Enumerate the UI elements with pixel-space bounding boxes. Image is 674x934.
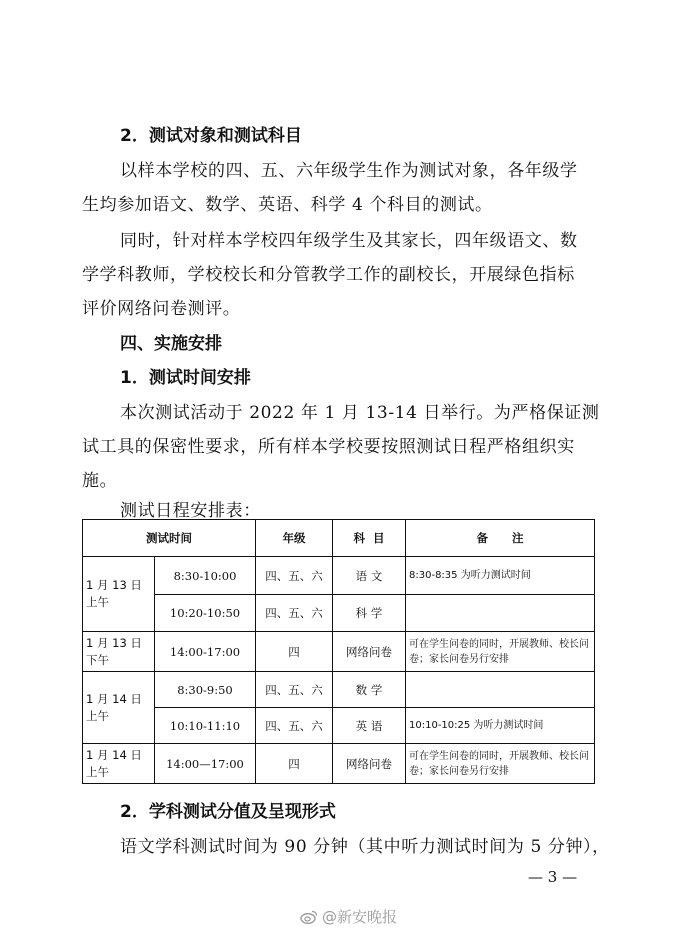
paragraph-line: 同时，针对样本学校四年级学生及其家长，四年级语文、数	[120, 231, 578, 251]
note-cell: 可在学生问卷的同时，开展教师、校长问卷；家长问卷另行安排	[406, 632, 595, 672]
weibo-logo-icon	[300, 910, 318, 924]
note-cell: 8:30-8:35 为听力测试时间	[406, 557, 595, 595]
table-header-row	[83, 520, 595, 557]
subject-cell: 网络问卷	[333, 632, 406, 672]
subsection-heading-schedule: 1．测试时间安排	[120, 368, 251, 388]
date-cell: 1 月 13 日上午	[83, 557, 155, 632]
table-row	[83, 672, 595, 708]
subject-cell: 英 语	[333, 708, 406, 744]
table-row	[83, 744, 595, 784]
table-row	[83, 708, 595, 744]
paragraph-line: 施。	[82, 471, 118, 491]
section-heading-implementation: 四、实施安排	[120, 334, 222, 354]
time-cell: 10:20-10:50	[155, 595, 256, 632]
section-heading-test-subjects: 2．测试对象和测试科目	[120, 126, 302, 146]
subject-cell: 数 学	[333, 672, 406, 708]
paragraph-line: 试工具的保密性要求，所有样本学校要按照测试日程严格组织实	[82, 437, 575, 457]
watermark	[300, 906, 397, 927]
time-cell: 14:00-17:00	[155, 632, 256, 672]
grade-cell: 四、五、六	[256, 708, 333, 744]
paragraph-line: 语文学科测试时间为 90 分钟（其中听力测试时间为 5 分钟），	[120, 837, 610, 857]
grade-cell: 四、五、六	[256, 595, 333, 632]
schedule-table	[82, 519, 595, 784]
note-cell: 10:10-10:25 为听力测试时间	[406, 708, 595, 744]
header-notes: 备 注	[406, 520, 595, 557]
paragraph-line: 学学科教师，学校校长和分管教学工作的副校长，开展绿色指标	[82, 265, 575, 285]
watermark-text: @新安晚报	[322, 908, 398, 926]
subject-cell: 网络问卷	[333, 744, 406, 784]
paragraph-line: 本次测试活动于 2022 年 1 月 13-14 日举行。为严格保证测	[120, 403, 600, 423]
paragraph-line: 生均参加语文、数学、英语、科学 4 个科目的测试。	[82, 195, 493, 215]
time-cell: 14:00—17:00	[155, 744, 256, 784]
note-cell	[406, 672, 595, 708]
subsection-heading-scores: 2．学科测试分值及呈现形式	[120, 802, 336, 822]
paragraph-line: 以样本学校的四、五、六年级学生作为测试对象，各年级学	[120, 161, 578, 181]
table-caption: 测试日程安排表：	[120, 501, 261, 521]
table-row	[83, 557, 595, 595]
date-cell: 1 月 14 日上午	[83, 744, 155, 784]
header-grade: 年级	[256, 520, 333, 557]
time-cell: 8:30-9:50	[155, 672, 256, 708]
note-cell	[406, 595, 595, 632]
grade-cell: 四、五、六	[256, 557, 333, 595]
table-row	[83, 632, 595, 672]
time-cell: 8:30-10:00	[155, 557, 256, 595]
grade-cell: 四	[256, 744, 333, 784]
grade-cell: 四、五、六	[256, 672, 333, 708]
time-cell: 10:10-11:10	[155, 708, 256, 744]
paragraph-line: 评价网络问卷测评。	[82, 299, 241, 319]
header-subject: 科 目	[333, 520, 406, 557]
subject-cell: 科 学	[333, 595, 406, 632]
subject-cell: 语 文	[333, 557, 406, 595]
date-cell: 1 月 14 日上午	[83, 672, 155, 744]
grade-cell: 四	[256, 632, 333, 672]
note-cell: 可在学生问卷的同时，开展教师、校长问卷；家长问卷另行安排	[406, 744, 595, 784]
header-test-time: 测试时间	[83, 520, 256, 557]
page-number: — 3 —	[528, 868, 578, 886]
table-row	[83, 595, 595, 632]
date-cell: 1 月 13 日下午	[83, 632, 155, 672]
